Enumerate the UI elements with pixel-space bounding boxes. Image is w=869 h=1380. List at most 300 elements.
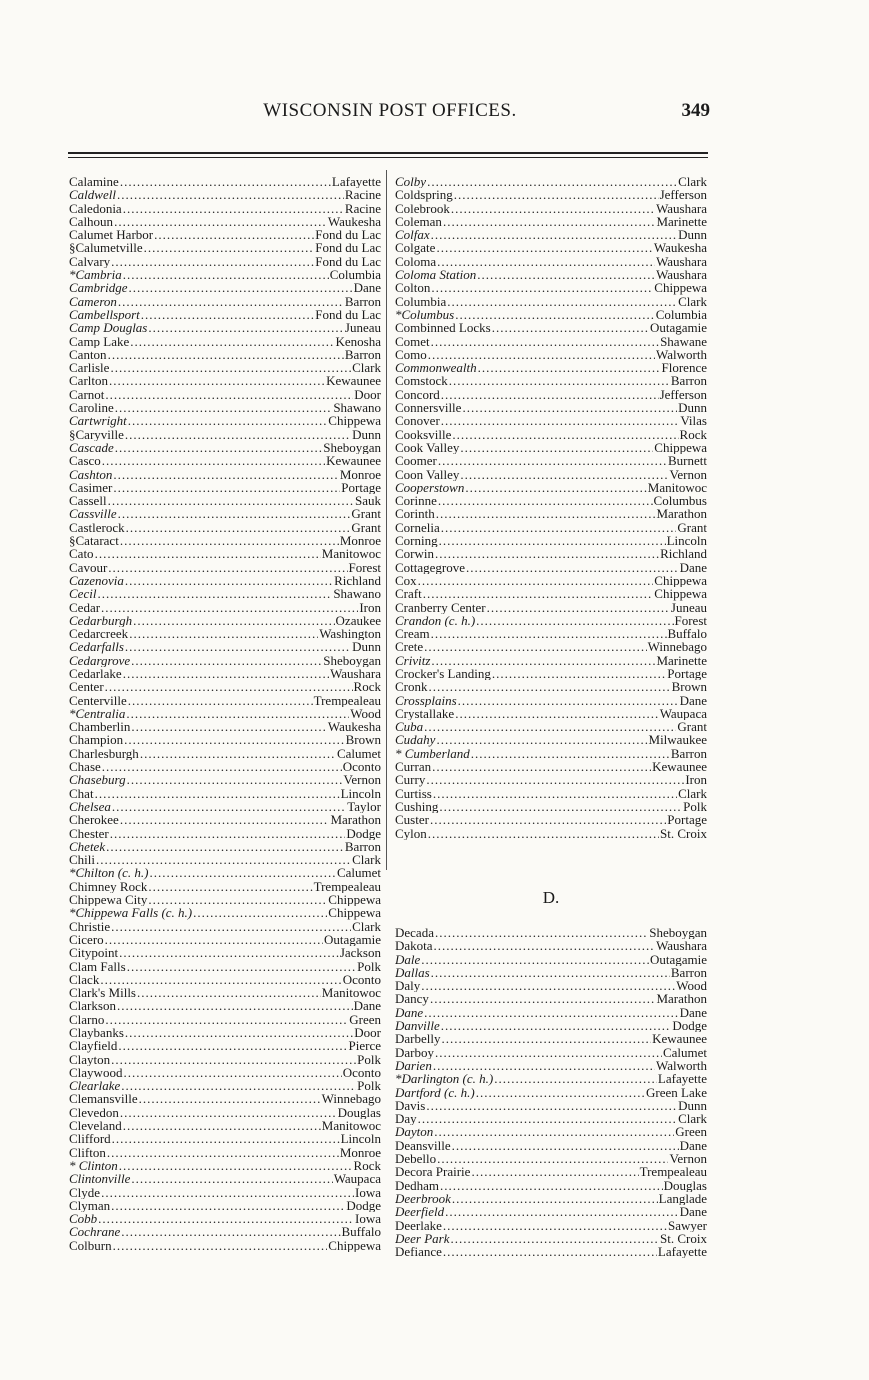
post-office-name: Conover (395, 414, 440, 428)
county-name: St. Croix (660, 826, 707, 840)
post-office-entry (69, 414, 381, 427)
leader-dots (140, 747, 336, 760)
post-office-entry (395, 255, 707, 268)
county-name: Calumet (336, 746, 381, 761)
post-office-name: * Clinton (69, 1158, 118, 1173)
post-office-name: Darbelly (395, 1032, 441, 1046)
post-office-entry (69, 667, 381, 680)
post-office-entry (69, 773, 381, 786)
post-office-name: Dayton (395, 1125, 434, 1139)
post-office-entry (69, 787, 381, 800)
post-office-name: Dale (395, 952, 421, 966)
county-name: Buffalo (667, 627, 707, 641)
county-name: Winnebago (321, 1092, 381, 1106)
post-office-name: Davis (395, 1098, 426, 1113)
post-office-name: Custer (395, 813, 429, 827)
county-name: Barron (344, 294, 381, 308)
post-office-name: Cartwright (69, 414, 127, 428)
county-name: Dane (679, 1005, 707, 1020)
leader-dots (141, 308, 314, 321)
leader-dots (148, 880, 312, 893)
post-office-name: Camp Lake (69, 334, 130, 348)
leader-dots (433, 1059, 655, 1072)
post-office-entry (69, 1106, 381, 1119)
leader-dots (101, 1186, 354, 1199)
post-office-name: Deerfield (395, 1205, 445, 1219)
leader-dots (106, 840, 344, 853)
post-office-name: Cherokee (69, 813, 119, 827)
post-office-name: §Cataract (69, 534, 119, 548)
post-office-entry (395, 720, 707, 733)
leader-dots (494, 1072, 657, 1085)
leader-dots (111, 920, 351, 933)
header-rule-thick (68, 152, 708, 154)
county-name: Buffalo (341, 1225, 381, 1239)
leader-dots (465, 481, 646, 494)
leader-dots (466, 561, 679, 574)
county-name: Lincoln (340, 1132, 381, 1146)
county-name: Fond du Lac (315, 254, 381, 269)
leader-dots (435, 1046, 662, 1059)
post-office-name: Colebrook (395, 201, 450, 215)
post-office-entry (395, 640, 707, 653)
post-office-entry (395, 1192, 707, 1205)
county-name: Rock (679, 427, 707, 441)
county-name: Barron (344, 347, 381, 362)
post-office-name: Cornelia (395, 520, 440, 535)
post-office-name: Cuba (395, 720, 424, 734)
leader-dots (118, 295, 344, 308)
post-office-name: Calamine (69, 175, 119, 189)
post-office-entry (395, 468, 707, 481)
post-office-name: Corinth (395, 507, 435, 521)
leader-dots (449, 374, 670, 387)
post-office-name: Caledonia (69, 201, 122, 215)
county-name: Clark (352, 853, 381, 867)
county-name: Jefferson (659, 188, 707, 202)
leader-dots (127, 960, 356, 973)
leader-dots (128, 694, 313, 707)
leader-dots (418, 1112, 677, 1125)
county-name: Richland (334, 573, 381, 588)
post-office-name: Cooperstown (395, 480, 465, 495)
leader-dots (487, 601, 670, 614)
county-name: Kewaunee (326, 374, 381, 388)
leader-dots (460, 441, 653, 454)
post-office-name: Coon Valley (395, 467, 460, 481)
county-name: Richland (660, 547, 707, 561)
leader-dots (149, 866, 336, 879)
leader-dots (118, 1039, 347, 1052)
post-office-name: Cato (69, 547, 94, 561)
post-office-name: Cedargrove (69, 653, 131, 667)
post-office-entry (69, 973, 381, 986)
leader-dots (427, 175, 677, 188)
post-office-name: Chelsea (69, 799, 111, 814)
leader-dots (108, 494, 354, 507)
leader-dots (102, 454, 325, 467)
post-office-name: Curtiss (395, 786, 432, 800)
county-name: Portage (341, 480, 381, 495)
post-office-entry (395, 747, 707, 760)
county-name: Waupaca (659, 706, 707, 721)
post-office-entry (395, 414, 707, 427)
post-office-name: Cambellsport (69, 307, 140, 322)
county-name: Dane (679, 1205, 707, 1219)
post-office-name: Dancy (395, 992, 429, 1006)
leader-dots (428, 348, 655, 361)
leader-dots (107, 1146, 339, 1159)
post-office-name: Cochrane (69, 1225, 121, 1239)
left-column (69, 175, 381, 1252)
county-name: Columbus (653, 494, 707, 508)
post-office-entry (395, 454, 707, 467)
county-name: Rock (353, 1158, 381, 1173)
county-name: Kewaunee (652, 1032, 707, 1046)
post-office-entry (395, 1179, 707, 1192)
county-name: Vernon (343, 773, 381, 787)
leader-dots (114, 215, 327, 228)
post-office-name: Cook Valley (395, 440, 460, 455)
post-office-entry (69, 1026, 381, 1039)
leader-dots (436, 507, 656, 520)
post-office-entry (69, 574, 381, 587)
post-office-entry (69, 202, 381, 215)
post-office-entry (395, 521, 707, 534)
leader-dots (154, 228, 314, 241)
leader-dots (117, 188, 344, 201)
county-name: Chippewa (654, 587, 707, 601)
leader-dots (428, 827, 659, 840)
county-name: Clark (352, 919, 381, 933)
post-office-entry (69, 866, 381, 879)
leader-dots (125, 574, 333, 587)
post-office-name: Deansville (395, 1138, 451, 1153)
post-office-entry (69, 335, 381, 348)
post-office-entry (69, 441, 381, 454)
leader-dots (123, 1119, 321, 1132)
post-office-name: Colburn (69, 1238, 112, 1253)
post-office-entry (395, 1072, 707, 1085)
post-office-name: Columbia (395, 294, 447, 308)
post-office-entry (395, 202, 707, 215)
county-name: Green (675, 1125, 707, 1139)
post-office-name: Craft (395, 587, 422, 601)
post-office-entry (395, 1219, 707, 1232)
post-office-name: Cranberry Center (395, 600, 486, 614)
county-name: Trempealeau (313, 879, 381, 894)
post-office-name: Calumet Harbor (69, 228, 154, 242)
leader-dots (451, 202, 655, 215)
post-office-name: Day (395, 1112, 417, 1126)
county-name: Waupaca (333, 1172, 381, 1186)
post-office-name: Daly (395, 979, 421, 993)
leader-dots (441, 1032, 651, 1045)
county-name: Dunn (678, 401, 707, 415)
leader-dots (131, 654, 322, 667)
county-name: Kewaunee (326, 454, 381, 468)
leader-dots (123, 202, 344, 215)
leader-dots (471, 1165, 638, 1178)
county-name: Lafayette (657, 1072, 707, 1086)
post-office-name: Dakota (395, 939, 433, 953)
post-office-name: Chase (69, 760, 101, 774)
post-office-entry (69, 960, 381, 973)
post-office-entry (395, 827, 707, 840)
county-name: Trempealeau (639, 1165, 707, 1179)
post-office-entry (395, 268, 707, 281)
post-office-entry (69, 561, 381, 574)
county-name: Shawano (333, 587, 381, 601)
post-office-entry (395, 939, 707, 952)
leader-dots (431, 966, 670, 979)
post-office-name: Cassell (69, 494, 107, 508)
post-office-entry (69, 454, 381, 467)
post-office-entry (69, 1013, 381, 1026)
post-office-name: Clintonville (69, 1172, 131, 1186)
leader-dots (424, 1006, 678, 1019)
post-office-name: Clark's Mills (69, 986, 136, 1000)
post-office-name: Cooksville (395, 427, 452, 441)
leader-dots (121, 1225, 340, 1238)
post-office-entry (69, 1053, 381, 1066)
post-office-name: Cox (395, 573, 417, 588)
county-name: Dunn (678, 1098, 707, 1113)
county-name: Washington (319, 627, 381, 641)
post-office-name: Carnot (69, 387, 105, 402)
county-name: Dane (679, 1138, 707, 1153)
leader-dots (112, 1132, 340, 1145)
post-office-name: Decora Prairie (395, 1165, 471, 1179)
post-office-entry (395, 321, 707, 334)
leader-dots (431, 228, 677, 241)
post-office-name: Coloma Station (395, 268, 477, 282)
county-name: Iron (359, 600, 381, 614)
post-office-entry (395, 992, 707, 1005)
county-name: Juneau (670, 600, 707, 614)
leader-dots (430, 992, 656, 1005)
post-office-name: Curry (395, 773, 426, 787)
post-office-name: Coldspring (395, 188, 453, 202)
leader-dots (102, 760, 342, 773)
county-name: Shawane (660, 334, 707, 348)
post-office-name: *Columbus (395, 307, 455, 322)
post-office-name: Cedarfalls (69, 640, 124, 654)
leader-dots (112, 800, 346, 813)
post-office-name: Coleman (395, 214, 442, 229)
post-office-name: Crystallake (395, 706, 455, 721)
leader-dots (471, 747, 670, 760)
leader-dots (131, 1172, 332, 1185)
post-office-entry (395, 787, 707, 800)
leader-dots (105, 1013, 348, 1026)
post-office-name: Comet (395, 334, 430, 348)
leader-dots (113, 481, 340, 494)
post-office-entry (69, 1172, 381, 1185)
county-name: Sauk (355, 494, 381, 508)
post-office-entry (395, 1006, 707, 1019)
post-office-entry (395, 1205, 707, 1218)
leader-dots (109, 374, 325, 387)
county-name: Dodge (672, 1019, 707, 1033)
post-office-entry (395, 773, 707, 786)
post-office-entry (395, 441, 707, 454)
county-name: Calumet (662, 1045, 707, 1059)
post-office-name: Clack (69, 972, 100, 987)
county-name: Dane (679, 560, 707, 574)
leader-dots (433, 787, 677, 800)
post-office-entry (69, 374, 381, 387)
post-office-name: Dedham (395, 1178, 440, 1192)
leader-dots (100, 973, 341, 986)
post-office-name: Dane (395, 1005, 424, 1020)
leader-dots (418, 574, 654, 587)
leader-dots (98, 1212, 354, 1225)
leader-dots (97, 587, 332, 600)
post-office-name: Como (395, 347, 427, 362)
leader-dots (452, 1192, 658, 1205)
post-office-name: *Centralia (69, 706, 126, 721)
post-office-entry (395, 680, 707, 693)
post-office-entry (395, 926, 707, 939)
county-name: Vernon (669, 467, 707, 481)
county-name: Sheboygan (649, 926, 707, 940)
post-office-name: Cassville (69, 507, 117, 521)
post-office-name: Chaseburg (69, 773, 126, 787)
post-office-name: Cudahy (395, 733, 436, 747)
county-name: Manitowoc (321, 547, 381, 561)
county-name: Grant (351, 507, 381, 521)
post-office-entry (69, 1199, 381, 1212)
post-office-name: Camp Douglas (69, 321, 148, 335)
post-office-name: Claybanks (69, 1026, 124, 1040)
county-name: Winnebago (647, 640, 707, 654)
post-office-entry (69, 348, 381, 361)
leader-dots (118, 507, 351, 520)
leader-dots (435, 547, 659, 560)
county-name: Lafayette (331, 175, 381, 189)
county-name: Polk (357, 1079, 381, 1093)
post-office-entry (69, 547, 381, 560)
county-name: Taylor (347, 799, 381, 814)
county-name: Oconto (342, 1065, 381, 1080)
post-office-entry (69, 388, 381, 401)
leader-dots (115, 401, 333, 414)
leader-dots (123, 667, 329, 680)
post-office-name: Cottagegrove (395, 560, 466, 574)
post-office-entry (395, 1019, 707, 1032)
post-office-entry (395, 667, 707, 680)
leader-dots (439, 534, 666, 547)
post-office-entry (69, 428, 381, 441)
leader-dots (431, 627, 667, 640)
post-office-entry (395, 561, 707, 574)
county-name: Clark (352, 361, 381, 375)
post-office-name: Corning (395, 534, 438, 548)
post-office-entry (395, 1032, 707, 1045)
leader-dots (436, 241, 652, 254)
post-office-name: Crete (395, 640, 424, 654)
county-name: Iowa (355, 1185, 381, 1199)
post-office-name: Charlesburgh (69, 746, 139, 761)
post-office-entry (69, 880, 381, 893)
post-office-entry (395, 587, 707, 600)
post-office-entry (395, 1046, 707, 1059)
post-office-name: Cedar (69, 600, 101, 614)
leader-dots (113, 1239, 328, 1252)
post-office-name: Calvary (69, 254, 111, 269)
post-office-entry (69, 840, 381, 853)
county-name: Grant (677, 520, 707, 535)
county-name: Walworth (656, 1058, 707, 1073)
post-office-name: §Caryville (69, 427, 124, 441)
post-office-entry (69, 1225, 381, 1238)
county-name: Waushara (656, 268, 707, 282)
post-office-entry (69, 601, 381, 614)
county-name: Polk (683, 799, 707, 814)
leader-dots (455, 308, 654, 321)
county-name: Waukesha (653, 241, 707, 255)
leader-dots (441, 1019, 672, 1032)
post-office-entry (69, 986, 381, 999)
leader-dots (96, 853, 351, 866)
post-office-entry (69, 733, 381, 746)
county-name: Polk (357, 1052, 381, 1066)
post-office-entry (395, 215, 707, 228)
county-name: Marathon (656, 507, 707, 521)
post-office-name: Colgate (395, 241, 436, 255)
leader-dots (119, 946, 339, 959)
leader-dots (424, 720, 676, 733)
post-office-name: Deerbrook (395, 1191, 451, 1206)
post-office-name: Decada (395, 926, 434, 940)
post-office-name: Debello (395, 1152, 437, 1166)
county-name: Dodge (346, 826, 381, 840)
post-office-name: Christie (69, 919, 111, 933)
post-office-entry (395, 335, 707, 348)
post-office-entry (395, 361, 707, 374)
county-name: Douglas (337, 1105, 381, 1120)
post-office-entry (69, 827, 381, 840)
post-office-name: Darboy (395, 1045, 434, 1059)
post-office-entry (69, 800, 381, 813)
county-name: Fond du Lac (315, 307, 381, 322)
leader-dots (452, 1139, 679, 1152)
county-name: Grant (677, 720, 707, 734)
post-office-entry (69, 521, 381, 534)
county-name: Door (354, 1026, 381, 1040)
leader-dots (127, 773, 343, 786)
post-office-name: Cylon (395, 826, 427, 840)
post-office-name: Defiance (395, 1245, 442, 1259)
county-name: Juneau (344, 321, 381, 335)
county-name: Trempealeau (313, 693, 381, 707)
county-name: Barron (670, 374, 707, 388)
post-office-name: Corwin (395, 547, 434, 561)
county-name: Dane (679, 693, 707, 707)
post-office-name: Clyman (69, 1198, 111, 1213)
leader-dots (110, 361, 351, 374)
leader-dots (431, 654, 655, 667)
post-office-name: Cedarcreek (69, 627, 129, 641)
post-office-entry (69, 494, 381, 507)
leader-dots (131, 720, 327, 733)
post-office-name: Cedarlake (69, 666, 122, 681)
post-office-name: Clayfield (69, 1039, 118, 1053)
leader-dots (123, 268, 329, 281)
county-name: Chippewa (654, 281, 707, 295)
post-office-entry (395, 1099, 707, 1112)
